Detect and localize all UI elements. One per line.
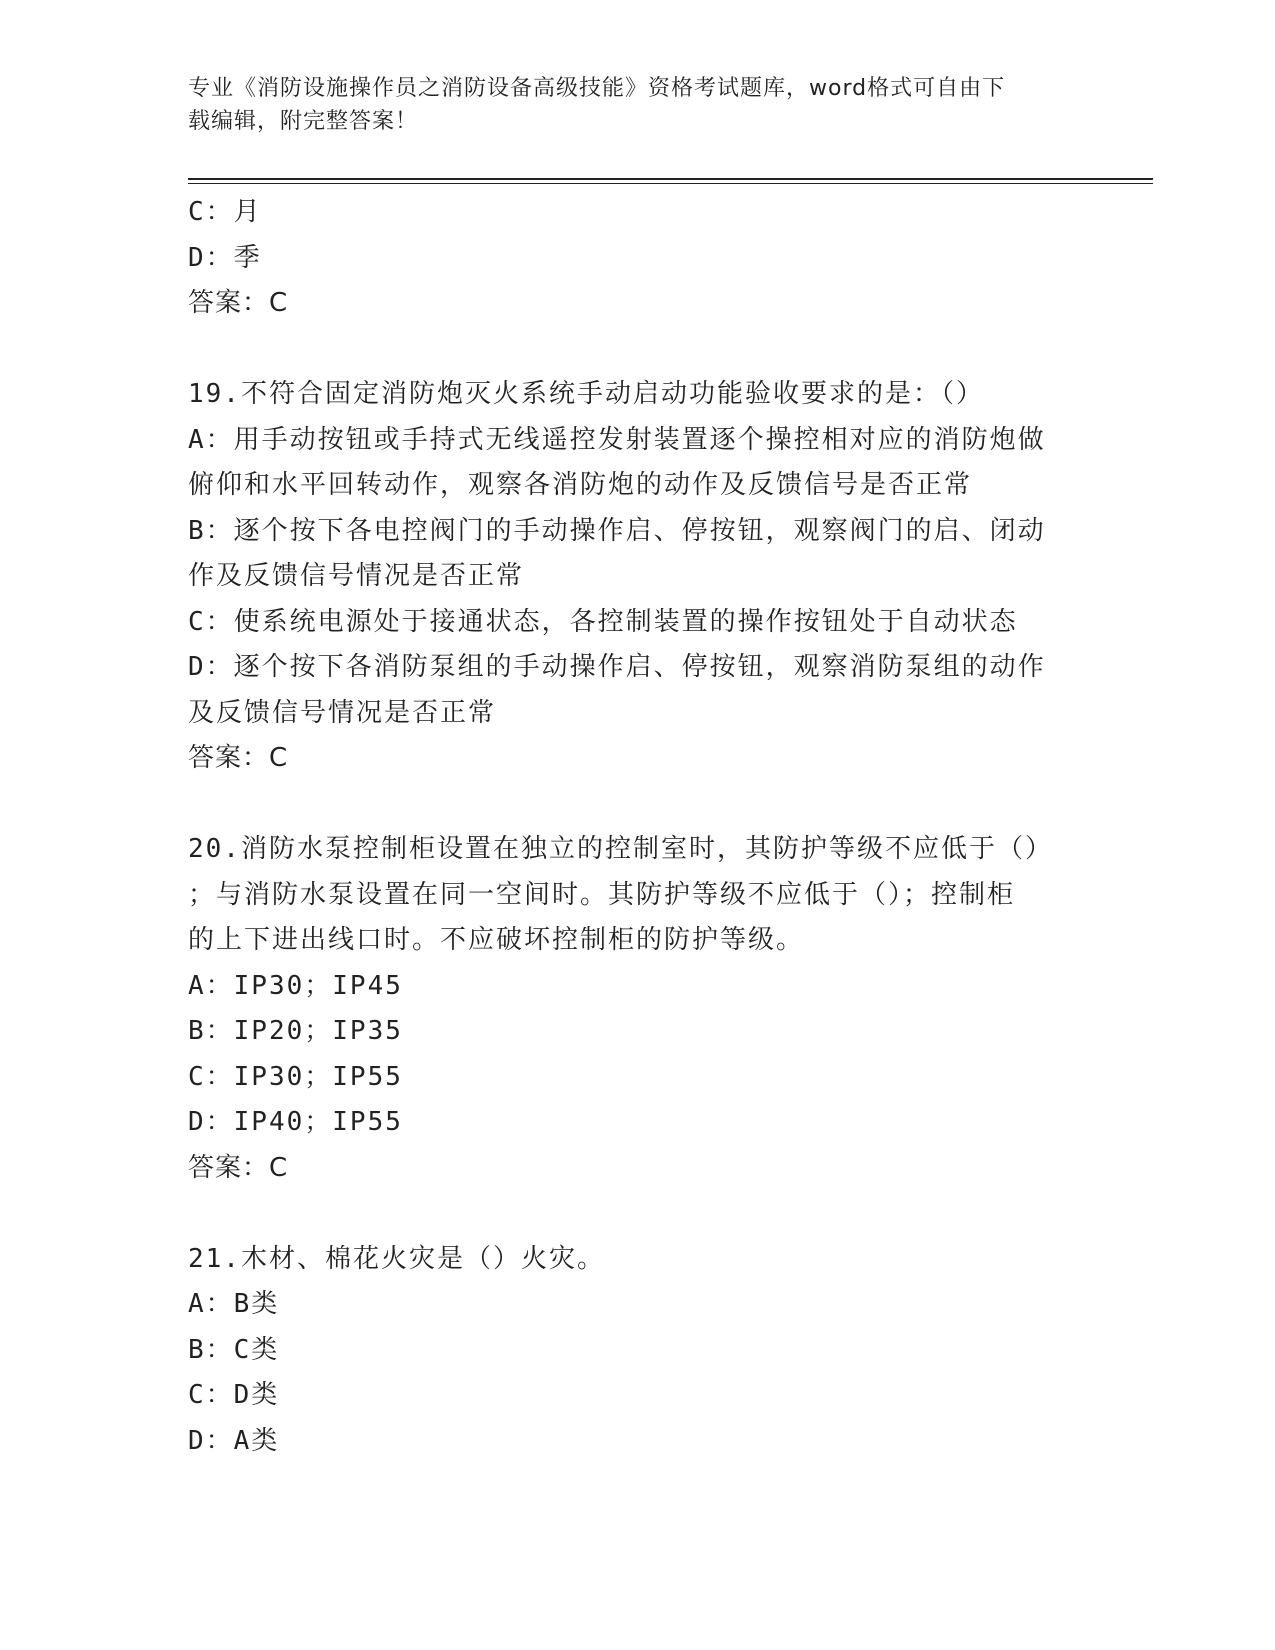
question-20 [188,827,1088,1191]
question-content [188,190,1088,1464]
question-20-stem-cont-1: ；与消防水泵设置在同一空间时。其防护等级不应低于（）；控制柜 [188,879,1016,910]
header-divider-thin [188,183,1153,184]
spacer [188,1191,1088,1237]
question-19-option-a: A：用手动按钮或手持式无线遥控发射装置逐个操控相对应的消防炮做 [188,424,1046,455]
question-20-stem: 20.消防水泵控制柜设置在独立的控制室时，其防护等级不应低于（） [188,834,1053,864]
question-19-option-b-cont: 作及反馈信号情况是否正常 [188,561,525,591]
question-20-option-b: B：IP20；IP35 [188,1016,403,1046]
question-19-option-a-cont: 俯仰和水平回转动作，观察各消防炮的动作及反馈信号是否正常 [188,470,973,500]
question-19 [188,372,1088,782]
question-20-option-d: D：IP40；IP55 [188,1107,403,1137]
spacer [188,782,1088,828]
header-divider-thick [188,178,1153,180]
prev-answer: 答案：C [188,288,289,318]
question-19-option-d: D：逐个按下各消防泵组的手动操作启、停按钮，观察消防泵组的动作 [188,652,1046,682]
question-20-answer: 答案：C [188,1152,289,1183]
header-line-1: 专业《消防设施操作员之消防设备高级技能》资格考试题库，word格式可自由下 [188,76,1006,101]
question-21-option-d: D：A类 [188,1425,280,1456]
question-20-stem-cont-2: 的上下进出线口时。不应破坏控制柜的防护等级。 [188,925,805,955]
question-21-option-b: B：C类 [188,1334,280,1365]
question-21-option-c: C：D类 [188,1380,280,1410]
question-19-option-d-cont: 及反馈信号情况是否正常 [188,697,497,728]
prev-option-c: C：月 [188,197,262,227]
prev-option-d: D：季 [188,242,262,273]
spacer [188,327,1088,373]
question-19-option-c: C：使系统电源处于接通状态，各控制装置的操作按钮处于自动状态 [188,606,1018,637]
question-20-option-a: A：IP30；IP45 [188,970,403,1001]
question-21-option-a: A：B类 [188,1289,280,1319]
page-header [188,72,1068,138]
question-19-option-b: B：逐个按下各电控阀门的手动操作启、停按钮，观察阀门的启、闭动 [188,515,1046,546]
header-line-2: 载编辑，附完整答案！ [188,109,419,134]
question-20-option-c: C：IP30；IP55 [188,1061,403,1092]
question-19-answer: 答案：C [188,743,289,773]
question-19-stem: 19.不符合固定消防炮灭火系统手动启动功能验收要求的是：（） [188,379,984,409]
question-21-stem: 21.木材、棉花火灾是（）火灾。 [188,1243,605,1274]
question-21 [188,1237,1088,1465]
